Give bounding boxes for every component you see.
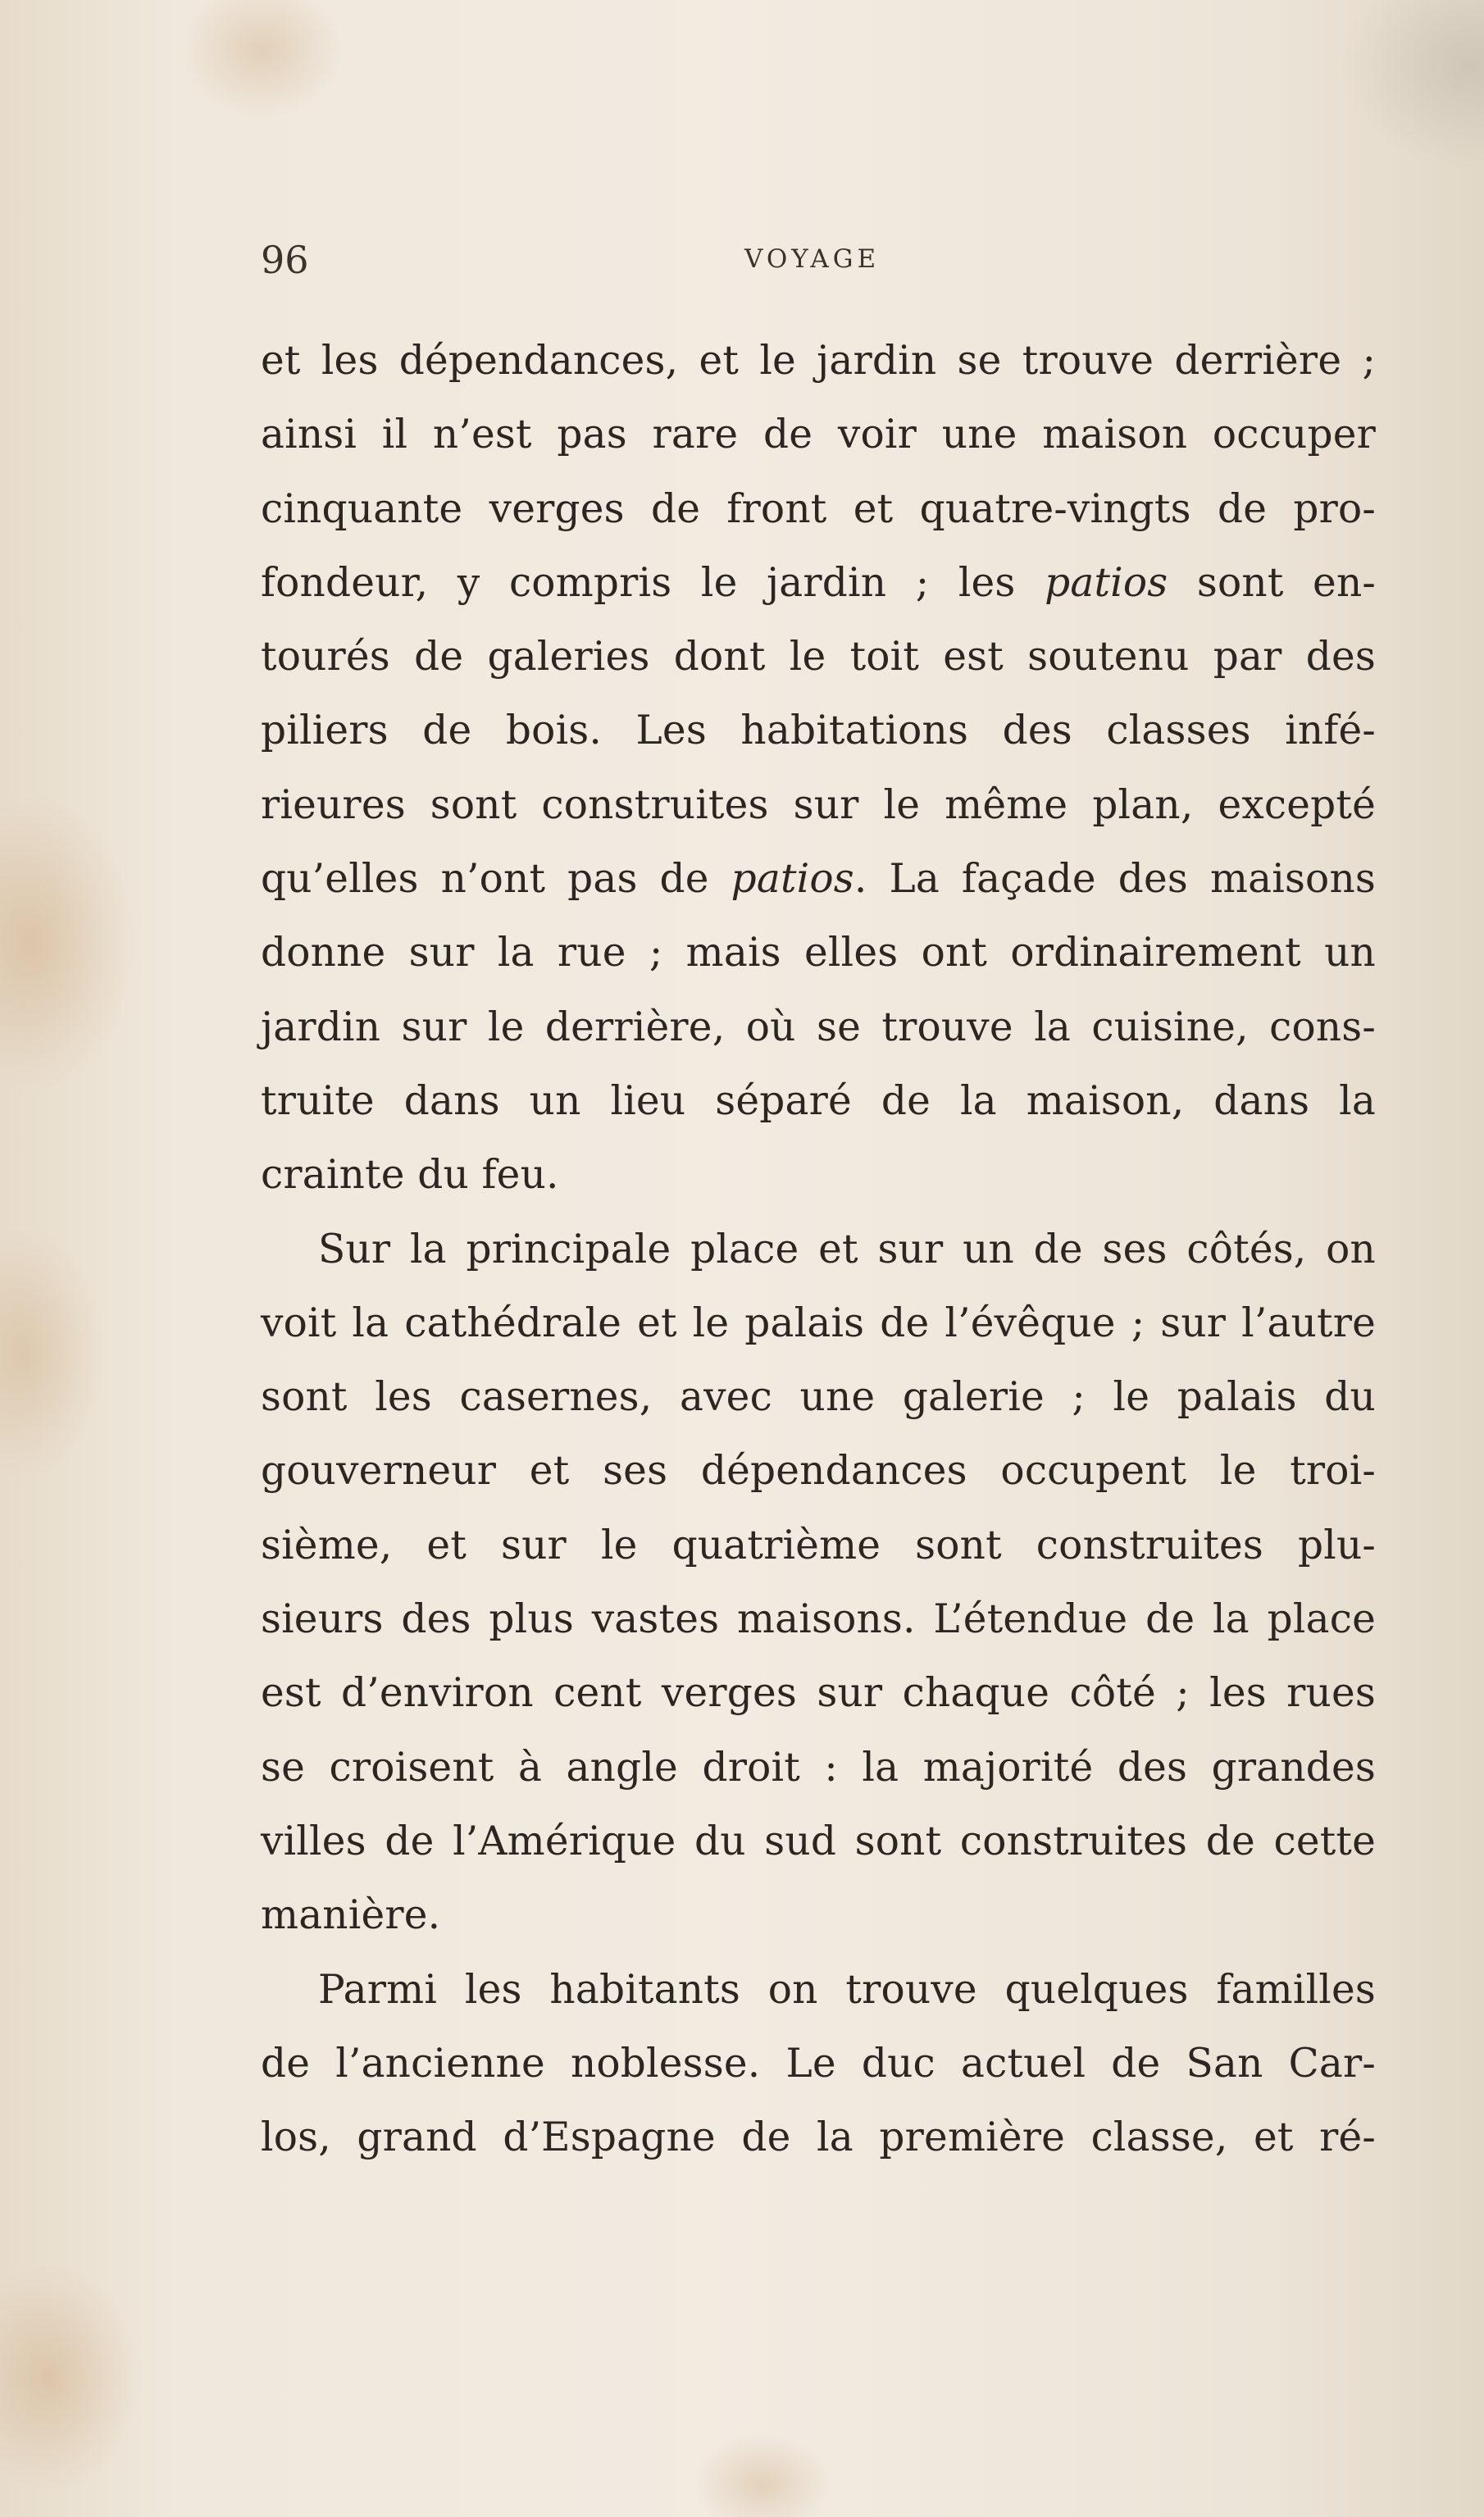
text-line: ainsi il n’est pas rare de voir une maison occuper [261, 412, 1376, 458]
text-line: manière. [261, 1892, 441, 1939]
text-line: de l’ancienne noblesse. Le duc actuel de San Car- [261, 2040, 1376, 2087]
text-line: rieures sont construites sur le même plan, excepté [261, 781, 1376, 828]
text-line: voit la cathédrale et le palais de l’évêque ; sur l’autre [261, 1299, 1376, 1346]
running-title: VOYAGE [744, 244, 881, 274]
paragraph-first-line: Parmi les habitants on trouve quelques familles [318, 1966, 1376, 2013]
text-span: sont en- [1168, 559, 1376, 606]
text-line: se croisent à angle droit : la majorité des grandes [261, 1744, 1376, 1791]
italic-word: patios [731, 856, 854, 903]
paragraph-first-line: Sur la principale place et sur un de ses côtés, on [318, 1226, 1376, 1272]
body-text [261, 324, 1376, 2174]
text-line: piliers de bois. Les habitations des classes infé- [261, 708, 1376, 754]
text-line: tourés de galeries dont le toit est soutenu par des [261, 634, 1376, 680]
text-line: jardin sur le derrière, où se trouve la cuisine, cons- [261, 1004, 1376, 1050]
page-number: 96 [261, 238, 309, 282]
text-line [261, 842, 1376, 916]
running-head [261, 238, 1384, 287]
text-span: qu’elles n’ont pas de [261, 856, 731, 903]
text-line: cinquante verges de front et quatre-vingts de pro- [261, 485, 1376, 532]
text-line: sième, et sur le quatrième sont construites plu- [261, 1522, 1376, 1568]
text-line: los, grand d’Espagne de la première classe, et ré- [261, 2114, 1376, 2161]
text-line: donne sur la rue ; mais elles ont ordinairement un [261, 930, 1376, 976]
text-line: truite dans un lieu séparé de la maison, dans la [261, 1077, 1376, 1124]
text-line [261, 546, 1376, 620]
text-line: sieurs des plus vastes maisons. L’étendue de la place [261, 1596, 1376, 1643]
text-span: fondeur, y compris le jardin ; les [261, 559, 1045, 606]
italic-word: patios [1045, 559, 1168, 606]
text-span: . La façade des maisons [854, 856, 1376, 903]
text-line: est d’environ cent verges sur chaque côté ; les rues [261, 1670, 1376, 1717]
text-line: gouverneur et ses dépendances occupent le troi- [261, 1448, 1376, 1495]
text-line: sont les casernes, avec une galerie ; le palais du [261, 1374, 1376, 1421]
text-line: crainte du feu. [261, 1152, 559, 1199]
text-line: et les dépendances, et le jardin se trouve derrière ; [261, 338, 1376, 384]
text-line: villes de l’Amérique du sud sont construites de cette [261, 1818, 1376, 1864]
